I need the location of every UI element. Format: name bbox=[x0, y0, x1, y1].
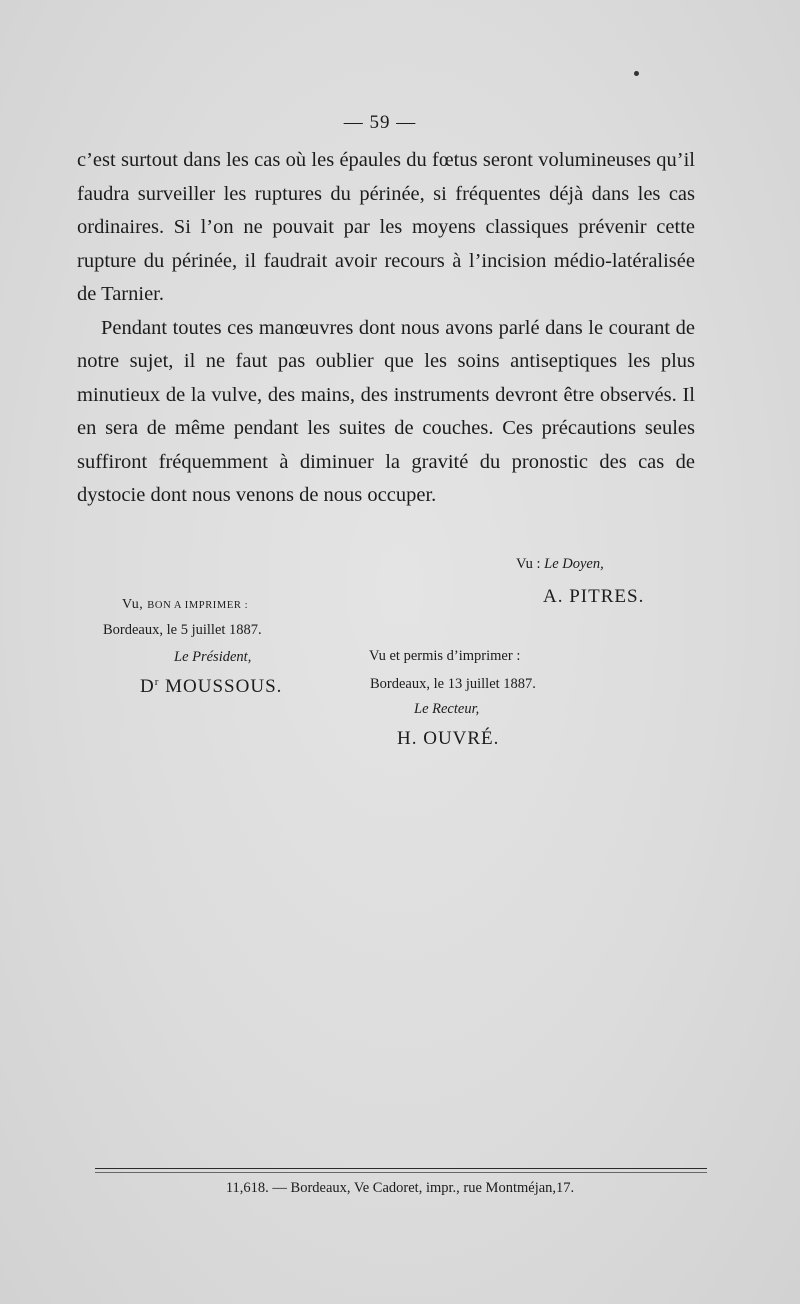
president-place-date: Bordeaux, le 5 juillet 1887. bbox=[103, 622, 262, 638]
president-approval bbox=[122, 597, 248, 613]
president-approval-text: BON A IMPRIMER : bbox=[147, 600, 249, 611]
recteur-place-date: Bordeaux, le 13 juillet 1887. bbox=[370, 676, 536, 692]
recteur-title: Le Recteur, bbox=[414, 701, 480, 717]
president-vu: Vu, bbox=[122, 597, 144, 612]
doyen-line bbox=[516, 556, 604, 573]
president-honorific: D bbox=[140, 676, 155, 697]
president-title: Le Président, bbox=[174, 649, 252, 665]
printer-colophon: 11,618. — Bordeaux, Ve Cadoret, impr., rue Montméjan,17. bbox=[225, 1180, 575, 1196]
doyen-title: Le Doyen, bbox=[544, 556, 604, 572]
doyen-name: A. PITRES. bbox=[543, 586, 645, 607]
recteur-permission: Vu et permis d’imprimer : bbox=[369, 648, 521, 664]
paragraph-2: Pendant toutes ces manœuvres dont nous avons parlé dans le courant de notre sujet, il ne faut pas oublier que les soins antiseptiques les plus minutieux de la vulve, des mains, des instruments devront être observés. Il en sera de même pendant les suites de couches. Ces précautions seules suffiront fréquemment à diminuer la gravité du pronostic des cas de dystocie dont nous venons de nous occuper. bbox=[77, 316, 695, 506]
ink-speck bbox=[634, 71, 639, 76]
footer-rule bbox=[95, 1168, 707, 1169]
recteur-name: H. OUVRÉ. bbox=[397, 728, 500, 749]
president-name: MOUSSOUS. bbox=[165, 676, 283, 697]
body-text bbox=[77, 144, 695, 513]
president-signature bbox=[140, 676, 282, 698]
doyen-prefix: Vu : bbox=[516, 556, 545, 572]
page-number: — 59 — bbox=[343, 112, 417, 133]
paragraph-1: c’est surtout dans les cas où les épaules du fœtus seront volumineuses qu’il faudra surveiller les ruptures du périnée, si fréquentes déjà dans les cas ordinaires. Si l’on ne pouvait par les moyens classiques prévenir cette rupture du périnée, il faudrait avoir recours à l’incision médio-latéralisée de Tarnier. bbox=[77, 149, 695, 305]
footer-rule-thin bbox=[95, 1172, 707, 1173]
president-honorific-sup: r bbox=[154, 676, 160, 688]
